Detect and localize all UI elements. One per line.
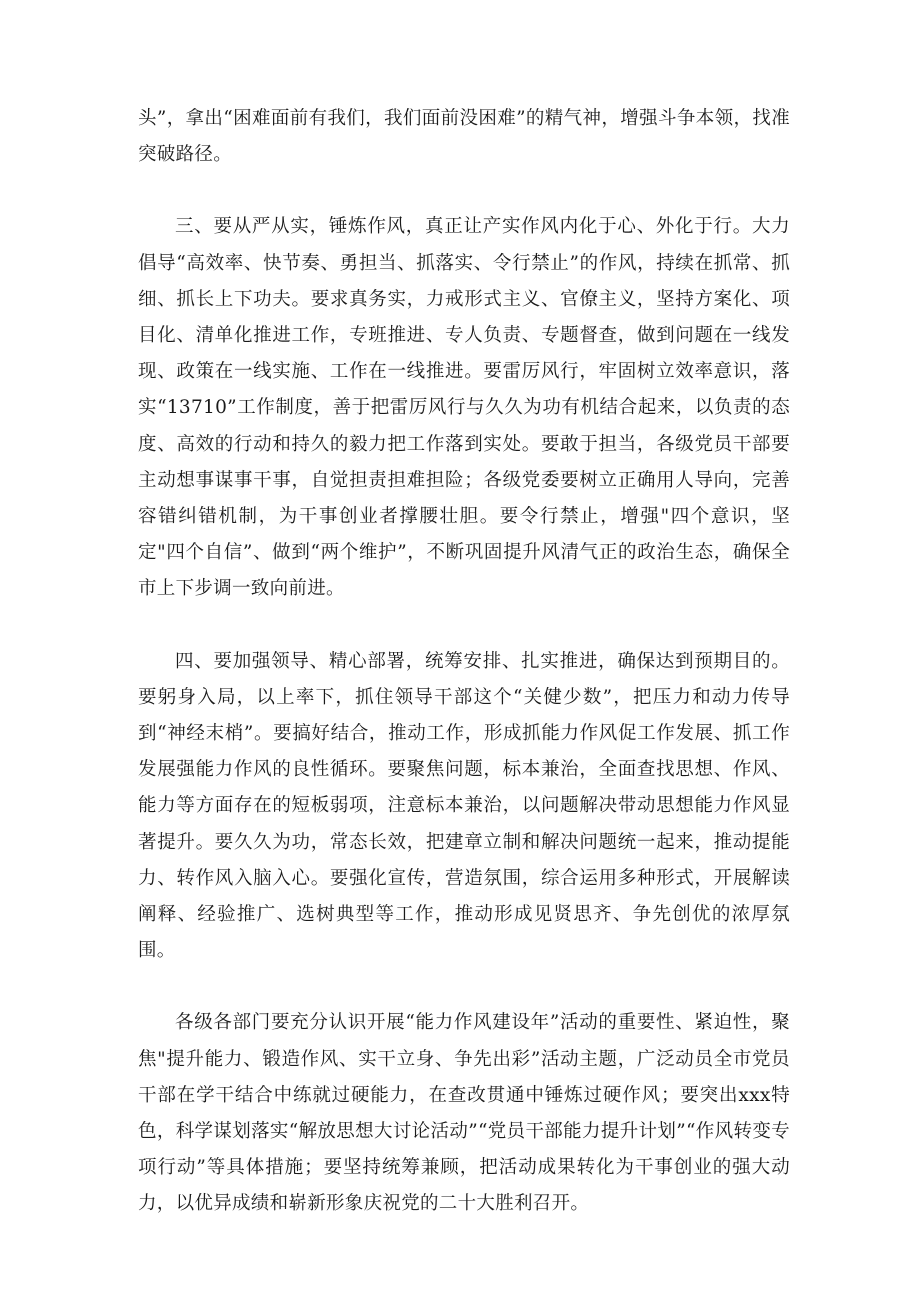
paragraph-gap bbox=[138, 173, 790, 209]
document-body bbox=[138, 101, 790, 1223]
paragraph-section-three: 三、要从严从实，锤炼作风，真正让产实作风内化于心、外化于行。大力倡导“高效率、快节奏、勇担当、抓落实、令行禁止”的作风，持续在抓常、抓细、抓长上下功夫。要求真务实，力戒形式主义、官僚主义，坚持方案化、项目化、清单化推进工作，专班推进、专人负责、专题督查，做到问题在一线发现、政策在一线实施、工作在一线推进。要雷厉风行，牢固树立效率意识，落实“13710”工作制度，善于把雷厉风行与久久为功有机结合起来，以负责的态度、高效的行动和持久的毅力把工作落到实处。要敢于担当，各级党员干部要主动想事谋事干事，自觉担责担难担险；各级党委要树立正确用人导向，完善容错纠错机制，为干事创业者撑腰壮胆。要令行禁止，增强"四个意识，坚定"四个自信”、做到“两个维护”，不断巩固提升风清气正的政治生态，确保全市上下步调一致向前进。 bbox=[138, 216, 790, 600]
paragraph-continuation: 头”，拿出“困难面前有我们，我们面前没困难”的精气神，增强斗争本领，找准突破路径。 bbox=[138, 108, 790, 166]
paragraph-gap bbox=[138, 608, 790, 644]
paragraph-section-four: 四、要加强领导、精心部署，统筹安排、扎实推进，确保达到预期目的。要躬身入局，以上率下，抓住领导干部这个“关健少数”，把压力和动力传导到“神经末梢”。要搞好结合，推动工作，形成抓能力作风促工作发展、抓工作发展强能力作风的良性循环。要聚焦问题，标本兼治，全面查找思想、作风、能力等方面存在的短板弱项，注意标本兼治，以问题解决带动思想能力作风显著提升。要久久为功，常态长效，把建章立制和解决问题统一起来，推动提能力、转作风入脑入心。要强化宣传，营造氛围，综合运用多种形式，开展解读阐释、经验推广、选树典型等工作，推动形成见贤思齐、争先创优的浓厚氛围。 bbox=[138, 650, 790, 962]
paragraph-gap bbox=[138, 969, 790, 1005]
paragraph-conclusion: 各级各部门要充分认识开展“能力作风建设年”活动的重要性、紧迫性，聚焦"提升能力、锻造作风、实干立身、争先出彩”活动主题，广泛动员全市党员干部在学干结合中练就过硬能力，在查改贯通中锤炼过硬作风；要突出xxx特色，科学谋划落实“解放思想大讨论活动”“党员干部能力提升计划”“作风转变专项行动”等具体措施；要坚持统筹兼顾，把活动成果转化为干事创业的强大动力，以优异成绩和崭新形象庆祝党的二十大胜利召开。 bbox=[138, 1012, 790, 1215]
